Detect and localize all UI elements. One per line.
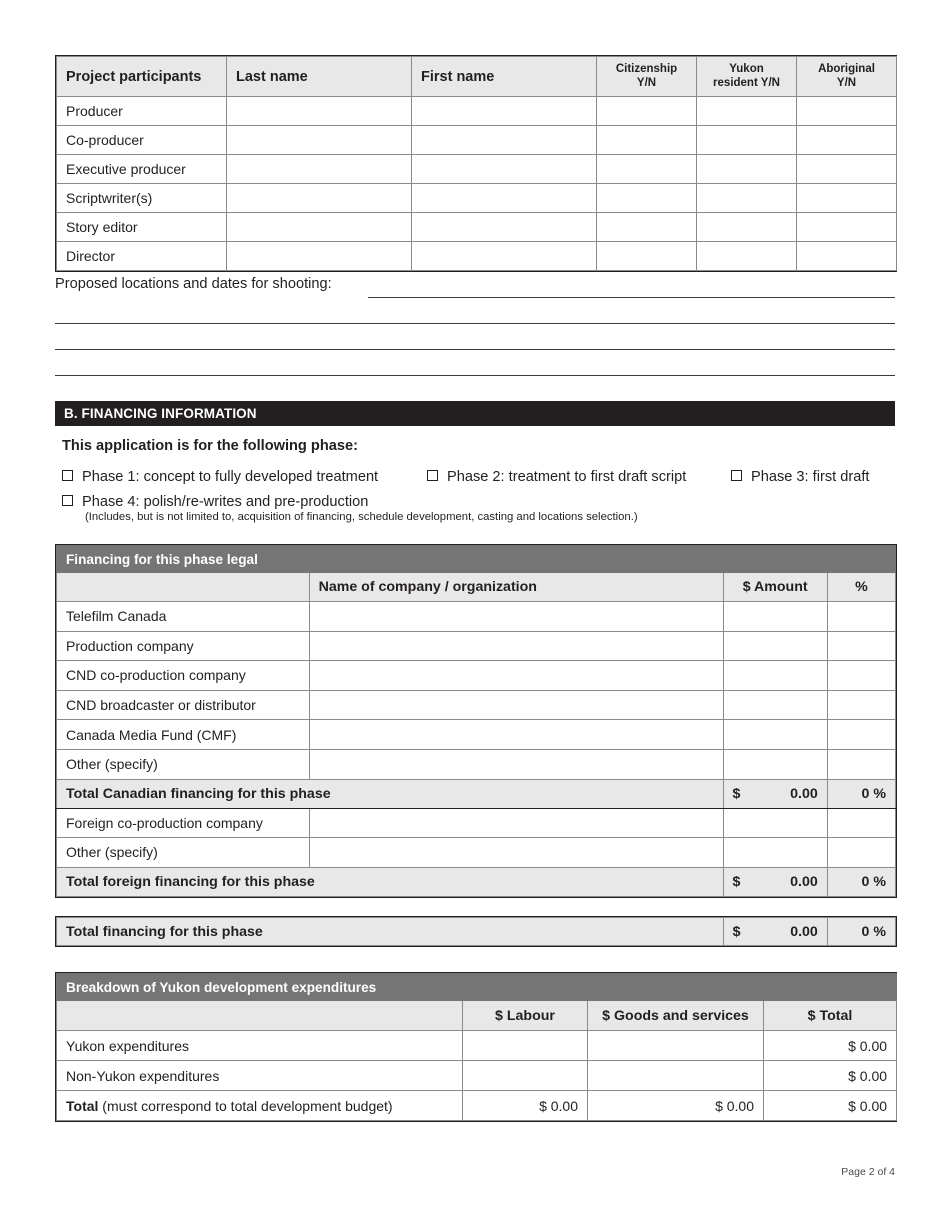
header-goods-and-services: $ Goods and services bbox=[588, 1001, 764, 1031]
row-source-label: Other (specify) bbox=[57, 749, 310, 779]
cell-last-name[interactable] bbox=[227, 155, 412, 184]
header-citizenship-line1: Citizenship bbox=[615, 62, 678, 75]
cell-yukon-resident[interactable] bbox=[697, 242, 797, 271]
proposed-locations-extra-line[interactable] bbox=[55, 328, 895, 354]
header-total: $ Total bbox=[764, 1001, 897, 1031]
row-source-label: CND co-production company bbox=[57, 661, 310, 691]
breakdown-column-header-row bbox=[57, 1001, 897, 1031]
write-in-rule[interactable] bbox=[55, 375, 895, 376]
breakdown-total-goods: $ 0.00 bbox=[588, 1091, 764, 1121]
table-row bbox=[57, 1061, 897, 1091]
header-yukon-resident-line1: Yukon bbox=[729, 62, 764, 75]
header-first-name: First name bbox=[412, 57, 597, 97]
checkbox-icon[interactable] bbox=[731, 470, 742, 481]
project-participants-table bbox=[55, 55, 897, 272]
cell-first-name[interactable] bbox=[412, 242, 597, 271]
total-financing-amount-value: 0.00 bbox=[790, 923, 818, 940]
cell-percent[interactable] bbox=[827, 749, 895, 779]
breakdown-title-row bbox=[57, 974, 897, 1001]
cell-company[interactable] bbox=[309, 720, 723, 750]
header-yukon-resident bbox=[697, 57, 797, 97]
breakdown-total-label bbox=[57, 1091, 463, 1121]
cell-aboriginal[interactable] bbox=[797, 126, 897, 155]
cell-citizenship[interactable] bbox=[597, 242, 697, 271]
row-source-label: Other (specify) bbox=[57, 838, 310, 868]
breakdown-total-labour: $ 0.00 bbox=[463, 1091, 588, 1121]
currency-symbol: $ bbox=[732, 923, 741, 940]
header-source bbox=[57, 573, 310, 602]
cell-percent[interactable] bbox=[827, 838, 895, 868]
row-label: Yukon expenditures bbox=[57, 1031, 463, 1061]
table-row bbox=[57, 155, 897, 184]
cell-amount[interactable] bbox=[723, 808, 827, 838]
phase-4-note: (Includes, but is not limited to, acquisition of financing, schedule development, casting and locations selection.) bbox=[85, 511, 638, 523]
canadian-total-amount-value: 0.00 bbox=[790, 785, 818, 802]
row-role-label: Director bbox=[57, 242, 227, 271]
breakdown-table bbox=[55, 972, 897, 1122]
row-source-label: CND broadcaster or distributor bbox=[57, 690, 310, 720]
cell-percent[interactable] bbox=[827, 602, 895, 632]
table-row bbox=[57, 126, 897, 155]
header-citizenship bbox=[597, 57, 697, 97]
table-row bbox=[57, 1031, 897, 1061]
total-financing-percent: 0 % bbox=[827, 918, 895, 946]
cell-first-name[interactable] bbox=[412, 97, 597, 126]
phase-option-2-label: Phase 2: treatment to first draft script bbox=[447, 469, 687, 485]
table-row bbox=[57, 690, 896, 720]
cell-percent[interactable] bbox=[827, 808, 895, 838]
table-row bbox=[57, 838, 896, 868]
table-header-row bbox=[57, 57, 897, 97]
cell-citizenship[interactable] bbox=[597, 126, 697, 155]
table-row bbox=[57, 661, 896, 691]
cell-last-name[interactable] bbox=[227, 184, 412, 213]
financing-column-header-row bbox=[57, 573, 896, 602]
checkbox-icon[interactable] bbox=[62, 470, 73, 481]
row-source-label: Foreign co-production company bbox=[57, 808, 310, 838]
section-b-title: B. FINANCING INFORMATION bbox=[64, 406, 257, 421]
proposed-locations-extra-line[interactable] bbox=[55, 302, 895, 328]
cell-total: $ 0.00 bbox=[764, 1031, 897, 1061]
cell-percent[interactable] bbox=[827, 690, 895, 720]
proposed-locations-input[interactable] bbox=[368, 297, 895, 298]
cell-amount[interactable] bbox=[723, 749, 827, 779]
cell-percent[interactable] bbox=[827, 661, 895, 691]
header-blank bbox=[57, 1001, 463, 1031]
proposed-locations-row bbox=[55, 276, 895, 302]
cell-first-name[interactable] bbox=[412, 184, 597, 213]
financing-table-title-row bbox=[57, 546, 896, 573]
cell-company[interactable] bbox=[309, 808, 723, 838]
row-label: Non-Yukon expenditures bbox=[57, 1061, 463, 1091]
foreign-total-label: Total foreign financing for this phase bbox=[57, 867, 724, 896]
foreign-total-amount bbox=[723, 867, 827, 896]
proposed-locations-block bbox=[55, 276, 895, 380]
table-row bbox=[57, 749, 896, 779]
section-b-header bbox=[55, 401, 895, 426]
foreign-total-percent: 0 % bbox=[827, 867, 895, 896]
phase-intro-label: This application is for the following phase: bbox=[62, 438, 358, 454]
table-row bbox=[57, 242, 897, 271]
canadian-total-label: Total Canadian financing for this phase bbox=[57, 779, 724, 808]
canadian-total-row bbox=[57, 779, 896, 808]
cell-amount[interactable] bbox=[723, 720, 827, 750]
cell-yukon-resident[interactable] bbox=[697, 97, 797, 126]
cell-labour[interactable] bbox=[463, 1031, 588, 1061]
proposed-locations-label: Proposed locations and dates for shooting: bbox=[55, 276, 332, 292]
total-financing-label: Total financing for this phase bbox=[57, 918, 724, 946]
header-yukon-resident-line2: resident Y/N bbox=[713, 76, 780, 89]
canadian-total-percent: 0 % bbox=[827, 779, 895, 808]
total-financing-bar bbox=[55, 916, 897, 947]
foreign-total-amount-value: 0.00 bbox=[790, 873, 818, 890]
row-source-label: Canada Media Fund (CMF) bbox=[57, 720, 310, 750]
cell-aboriginal[interactable] bbox=[797, 184, 897, 213]
write-in-rule[interactable] bbox=[55, 349, 895, 350]
cell-last-name[interactable] bbox=[227, 213, 412, 242]
cell-first-name[interactable] bbox=[412, 126, 597, 155]
phase-option-4-label: Phase 4: polish/re-writes and pre-production bbox=[82, 494, 369, 510]
cell-yukon-resident[interactable] bbox=[697, 184, 797, 213]
total-financing-row bbox=[57, 918, 896, 946]
header-aboriginal-line1: Aboriginal bbox=[818, 62, 875, 75]
table-row bbox=[57, 631, 896, 661]
header-aboriginal bbox=[797, 57, 897, 97]
foreign-total-row bbox=[57, 867, 896, 896]
table-row bbox=[57, 720, 896, 750]
cell-company[interactable] bbox=[309, 838, 723, 868]
header-percent: % bbox=[827, 573, 895, 602]
breakdown-total-row bbox=[57, 1091, 897, 1121]
financing-table bbox=[55, 544, 897, 898]
phase-option-2[interactable] bbox=[427, 469, 686, 485]
breakdown-title: Breakdown of Yukon development expenditures bbox=[57, 974, 897, 1001]
canadian-total-amount bbox=[723, 779, 827, 808]
cell-labour[interactable] bbox=[463, 1061, 588, 1091]
table-row bbox=[57, 808, 896, 838]
cell-total: $ 0.00 bbox=[764, 1061, 897, 1091]
breakdown-total-label-rest: (must correspond to total development budget) bbox=[98, 1097, 393, 1114]
cell-citizenship[interactable] bbox=[597, 97, 697, 126]
row-source-label: Telefilm Canada bbox=[57, 602, 310, 632]
page-footer: Page 2 of 4 bbox=[841, 1166, 895, 1178]
table-row bbox=[57, 184, 897, 213]
header-project-participants: Project participants bbox=[57, 57, 227, 97]
header-amount: $ Amount bbox=[723, 573, 827, 602]
cell-amount[interactable] bbox=[723, 838, 827, 868]
cell-aboriginal[interactable] bbox=[797, 155, 897, 184]
cell-company[interactable] bbox=[309, 631, 723, 661]
header-company-organization: Name of company / organization bbox=[309, 573, 723, 602]
cell-goods[interactable] bbox=[588, 1061, 764, 1091]
cell-amount[interactable] bbox=[723, 631, 827, 661]
cell-last-name[interactable] bbox=[227, 97, 412, 126]
cell-yukon-resident[interactable] bbox=[697, 126, 797, 155]
cell-company[interactable] bbox=[309, 690, 723, 720]
breakdown-total-total: $ 0.00 bbox=[764, 1091, 897, 1121]
row-role-label: Executive producer bbox=[57, 155, 227, 184]
currency-symbol: $ bbox=[732, 785, 741, 802]
phase-option-4[interactable] bbox=[62, 494, 368, 510]
cell-aboriginal[interactable] bbox=[797, 242, 897, 271]
phase-option-3-label: Phase 3: first draft bbox=[751, 469, 870, 485]
header-last-name: Last name bbox=[227, 57, 412, 97]
table-row bbox=[57, 97, 897, 126]
cell-amount[interactable] bbox=[723, 690, 827, 720]
table-row bbox=[57, 213, 897, 242]
cell-first-name[interactable] bbox=[412, 155, 597, 184]
cell-percent[interactable] bbox=[827, 720, 895, 750]
total-financing-amount bbox=[723, 918, 827, 946]
cell-citizenship[interactable] bbox=[597, 155, 697, 184]
cell-yukon-resident[interactable] bbox=[697, 155, 797, 184]
phase-option-1[interactable] bbox=[62, 469, 378, 485]
header-labour: $ Labour bbox=[463, 1001, 588, 1031]
participants-rows bbox=[57, 97, 897, 271]
phase-option-1-label: Phase 1: concept to fully developed treatment bbox=[82, 469, 379, 485]
cell-goods[interactable] bbox=[588, 1031, 764, 1061]
cell-percent[interactable] bbox=[827, 631, 895, 661]
cell-aboriginal[interactable] bbox=[797, 97, 897, 126]
row-source-label: Production company bbox=[57, 631, 310, 661]
row-role-label: Scriptwriter(s) bbox=[57, 184, 227, 213]
cell-yukon-resident[interactable] bbox=[697, 213, 797, 242]
currency-symbol: $ bbox=[732, 873, 741, 890]
cell-citizenship[interactable] bbox=[597, 184, 697, 213]
financing-table-title: Financing for this phase legal bbox=[57, 546, 896, 573]
cell-aboriginal[interactable] bbox=[797, 213, 897, 242]
row-role-label: Story editor bbox=[57, 213, 227, 242]
cell-amount[interactable] bbox=[723, 602, 827, 632]
row-role-label: Co-producer bbox=[57, 126, 227, 155]
cell-first-name[interactable] bbox=[412, 213, 597, 242]
breakdown-total-label-bold: Total bbox=[66, 1097, 99, 1114]
phase-option-3[interactable] bbox=[731, 469, 869, 485]
cell-amount[interactable] bbox=[723, 661, 827, 691]
checkbox-icon[interactable] bbox=[427, 470, 438, 481]
cell-company[interactable] bbox=[309, 602, 723, 632]
header-citizenship-line2: Y/N bbox=[636, 76, 657, 89]
checkbox-icon[interactable] bbox=[62, 495, 73, 506]
cell-last-name[interactable] bbox=[227, 242, 412, 271]
cell-company[interactable] bbox=[309, 661, 723, 691]
proposed-locations-extra-line[interactable] bbox=[55, 354, 895, 380]
cell-company[interactable] bbox=[309, 749, 723, 779]
write-in-rule[interactable] bbox=[55, 323, 895, 324]
row-role-label: Producer bbox=[57, 97, 227, 126]
cell-citizenship[interactable] bbox=[597, 213, 697, 242]
cell-last-name[interactable] bbox=[227, 126, 412, 155]
table-row bbox=[57, 602, 896, 632]
header-aboriginal-line2: Y/N bbox=[836, 76, 857, 89]
